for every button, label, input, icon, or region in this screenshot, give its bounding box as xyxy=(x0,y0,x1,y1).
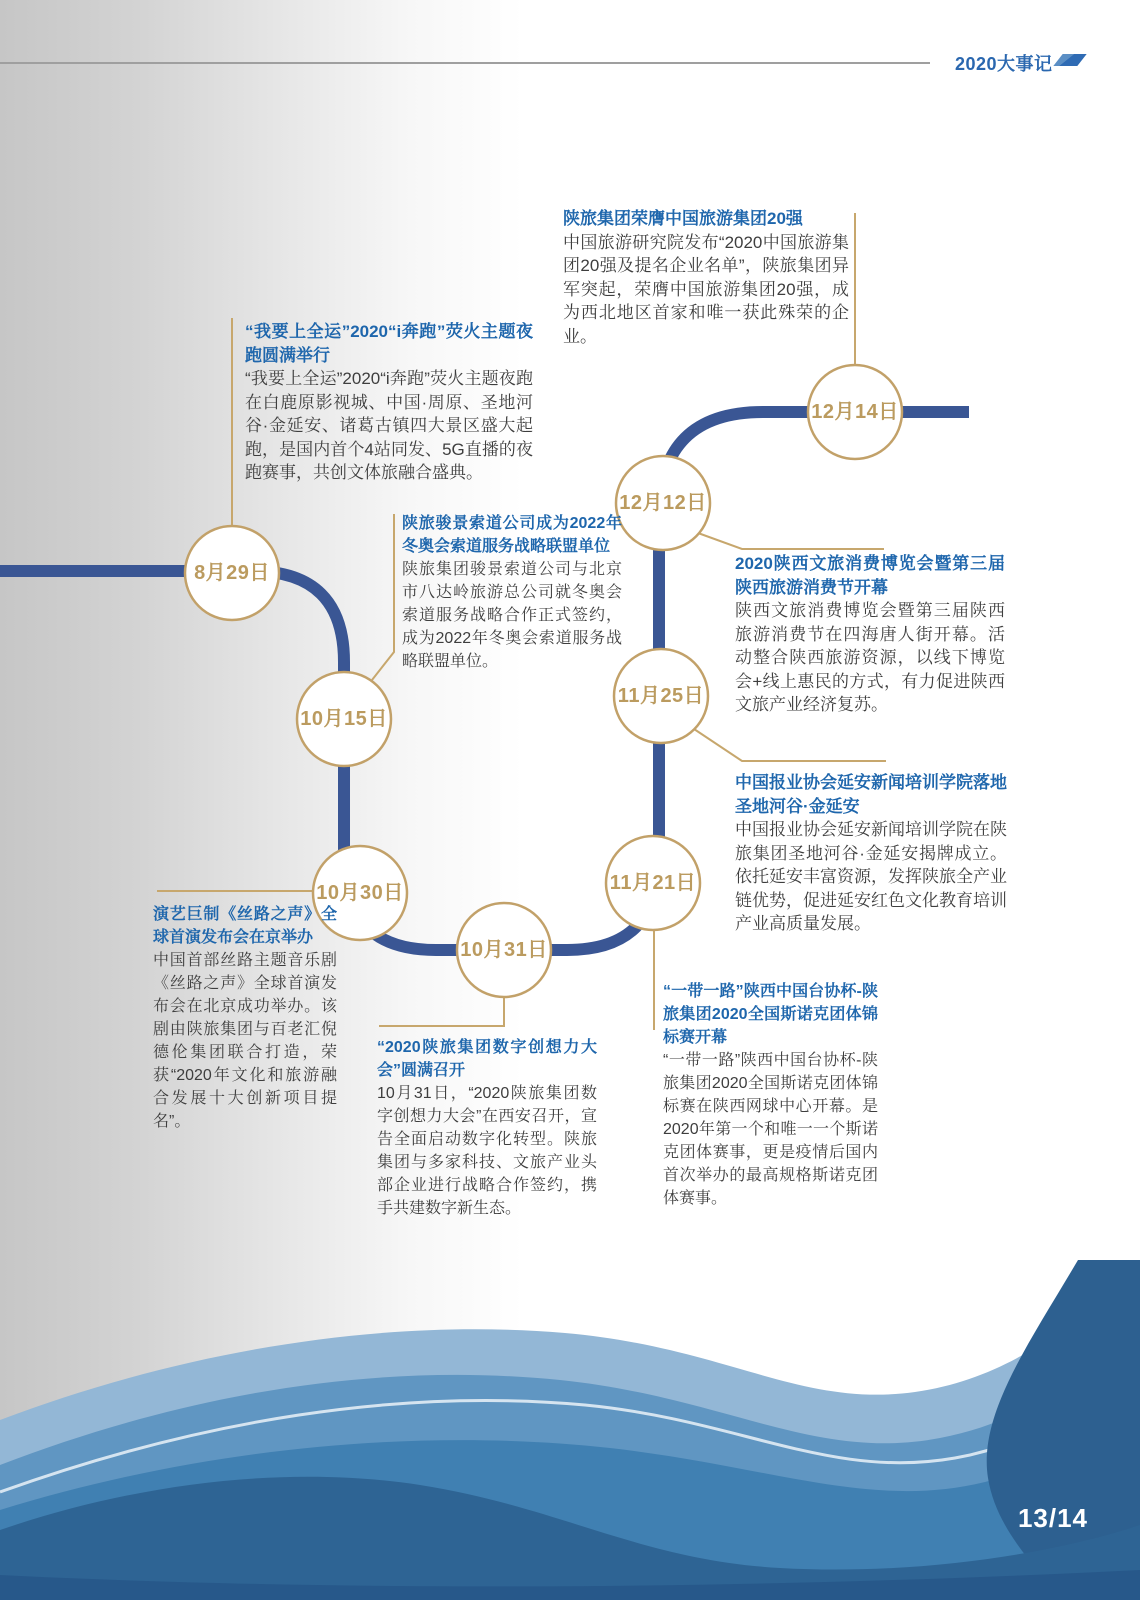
timeline-date-oct31: 10月31日 xyxy=(460,939,548,961)
event-oct15-cableway-alliance xyxy=(402,512,622,673)
event-title: 陕旅骏景索道公司成为2022年冬奥会索道服务战略联盟单位 xyxy=(402,515,622,555)
timeline-date-nov21: 11月21日 xyxy=(609,872,697,894)
event-oct30-silk-road-musical xyxy=(153,903,337,1133)
event-nov21-snooker-championship xyxy=(663,980,878,1210)
event-title: “2020陕旅集团数字创想力大会”圆满召开 xyxy=(377,1039,597,1079)
page-header-title: 2020大事记 xyxy=(955,54,1053,74)
event-dec14-top20-tourism-group xyxy=(563,207,849,348)
event-body: 中国首部丝路主题音乐剧《丝路之声》全球首演发布会在北京成功举办。该剧由陕旅集团与百老汇倪德伦集团联合打造，荣获“2020年文化和旅游融合发展十大创新项目提名”。 xyxy=(153,952,337,1130)
leader-line-nov25 xyxy=(694,729,886,761)
event-title: 陕旅集团荣膺中国旅游集团20强 xyxy=(563,209,803,228)
leader-line-oct15 xyxy=(372,514,394,680)
event-oct31-digital-conference xyxy=(377,1036,597,1220)
event-title: 中国报业协会延安新闻培训学院落地圣地河谷·金延安 xyxy=(735,773,1007,816)
timeline-date-dec12: 12月12日 xyxy=(619,492,707,514)
leader-line-dec12 xyxy=(698,533,884,549)
event-body: 中国旅游研究院发布“2020中国旅游集团20强及提名企业名单”，陕旅集团异军突起，荣膺中国旅游集团20强，成为西北地区首家和唯一获此殊荣的企业。 xyxy=(563,232,849,346)
timeline-date-oct15: 10月15日 xyxy=(300,708,388,730)
timeline-date-dec14: 12月14日 xyxy=(811,401,899,423)
page-number: 13/14 xyxy=(1017,1503,1089,1533)
event-body: 陕旅集团骏景索道公司与北京市八达岭旅游总公司就冬奥会索道服务战略合作正式签约，成为2022年冬奥会索道服务战略联盟单位。 xyxy=(402,561,622,670)
event-title: 演艺巨制《丝路之声》全球首演发布会在京举办 xyxy=(153,906,337,946)
timeline-date-oct30: 10月30日 xyxy=(316,882,404,904)
event-title: 2020陕西文旅消费博览会暨第三届陕西旅游消费节开幕 xyxy=(735,554,1005,597)
event-body: 中国报业协会延安新闻培训学院在陕旅集团圣地河谷·金延安揭牌成立。依托延安丰富资源，发挥陕旅全产业链优势，促进延安红色文化教育培训产业高质量发展。 xyxy=(735,820,1007,933)
timeline-date-aug29: 8月29日 xyxy=(194,562,270,584)
event-title: “一带一路”陕西中国台协杯-陕旅集团2020全国斯诺克团体锦标赛开幕 xyxy=(663,983,878,1046)
event-dec12-culture-tourism-expo xyxy=(735,552,1005,717)
event-title: “我要上全运”2020“i奔跑”荧火主题夜跑圆满举行 xyxy=(245,322,533,365)
timeline-date-nov25: 11月25日 xyxy=(617,685,705,707)
event-body: 10月31日，“2020陕旅集团数字创想力大会”在西安召开，宣告全面启动数字化转型。陕旅集团与多家科技、文旅产业头部企业进行战略合作签约，携手共建数字新生态。 xyxy=(377,1085,597,1217)
leader-line-oct31 xyxy=(379,996,504,1026)
event-nov25-press-training-institute xyxy=(735,771,1007,936)
event-body: “一带一路”陕西中国台协杯-陕旅集团2020全国斯诺克团体锦标赛在陕西网球中心开幕。是2020年第一个和唯一一个斯诺克团体赛事，更是疫情后国内首次举办的最高规格斯诺克团体赛事。 xyxy=(663,1052,878,1207)
event-aug29-night-run xyxy=(245,320,533,485)
footer-wave-graphic xyxy=(0,1230,1140,1600)
event-body: 陕西文旅消费博览会暨第三届陕西旅游消费节在四海唐人街开幕。活动整合陕西旅游资源，以线下博览会+线上惠民的方式，有力促进陕西文旅产业经济复苏。 xyxy=(735,601,1005,714)
event-body: “我要上全运”2020“i奔跑”荧火主题夜跑在白鹿原影视城、中国·周原、圣地河谷·金延安、诸葛古镇四大景区盛大起跑，是国内首个4站同发、5G直播的夜跑赛事，共创文体旅融合盛典。 xyxy=(245,369,533,482)
